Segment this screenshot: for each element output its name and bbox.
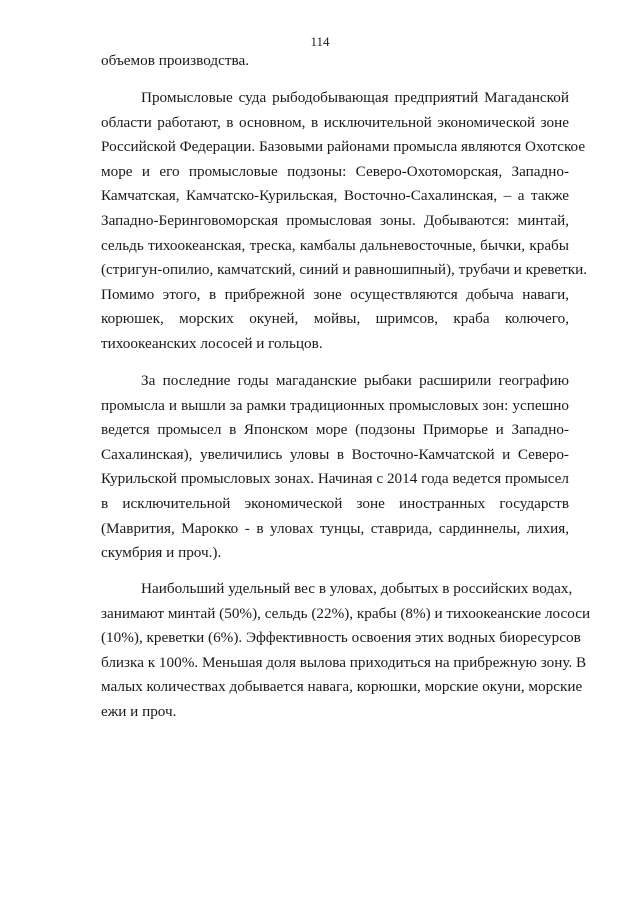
text-line: Западно-Беринговоморская промысловая зоны. Добываются: минтай,: [101, 211, 569, 229]
paragraph-fishing-vessels: [101, 86, 588, 357]
text-line: занимают минтай (50%), сельдь (22%), крабы (8%) и тихоокеанские лососи: [101, 604, 591, 622]
paragraph-continuation: [101, 49, 569, 74]
text-line: тихоокеанских лососей и гольцов.: [101, 334, 323, 352]
text-line: Курильской промысловых зонах. Начиная с 2014 года ведется промысел: [101, 470, 569, 488]
text-line: (стригун-опилио, камчатский, синий и равношипный), трубачи и креветки.: [101, 261, 588, 279]
text-line: (Маврития, Марокко - в уловах тунцы, ставрида, сардиннелы, лихия,: [101, 519, 569, 537]
text-line: море и его промысловые подзоны: Северо-Охотоморская, Западно-: [101, 162, 569, 180]
text-line: объемов производства.: [101, 52, 249, 69]
text-line: Российской Федерации. Базовыми районами промысла являются Охотское: [101, 138, 586, 156]
text-line: За последние годы магаданские рыбаки расширили географию: [141, 372, 569, 389]
paragraph-catch-share: [101, 577, 591, 725]
text-line: Камчатская, Камчатско-Курильская, Восточно-Сахалинская, – а также: [101, 187, 569, 205]
text-line: (10%), креветки (6%). Эффективность освоения этих водных биоресурсов: [101, 629, 581, 647]
text-line: Сахалинская), увеличились уловы в Восточно-Камчатской и Северо-: [101, 445, 569, 463]
text-line: Наибольший удельный вес в уловах, добытых в российских водах,: [141, 580, 573, 597]
text-line: ведется промысел в Японском море (подзоны Приморье и Западно-: [101, 421, 569, 439]
page-number: 114: [310, 34, 330, 49]
text-line: близка к 100%. Меньшая доля вылова приходиться на прибрежную зону. В: [101, 653, 587, 671]
text-line: корюшек, морских окуней, мойвы, шримсов, краба колючего,: [101, 310, 569, 328]
text-line: малых количествах добывается навага, корюшки, морские окуни, морские: [101, 678, 583, 696]
text-line: области работают, в основном, в исключительной экономической зоне: [101, 113, 569, 131]
text-line: Помимо этого, в прибрежной зоне осуществляются добыча наваги,: [101, 285, 569, 303]
text-line: сельдь тихоокеанская, треска, камбалы дальневосточные, бычки, крабы: [101, 236, 569, 254]
text-line: промысла и вышли за рамки традиционных промысловых зон: успешно: [101, 396, 569, 414]
text-line: в исключительной экономической зоне иностранных государств: [101, 494, 569, 512]
text-line: ежи и проч.: [101, 702, 177, 720]
text-line: скумбрия и проч.).: [101, 544, 222, 562]
text-line: Промысловые суда рыбодобывающая предприятий Магаданской: [141, 89, 569, 106]
paragraph-geography-expansion: [101, 369, 569, 566]
